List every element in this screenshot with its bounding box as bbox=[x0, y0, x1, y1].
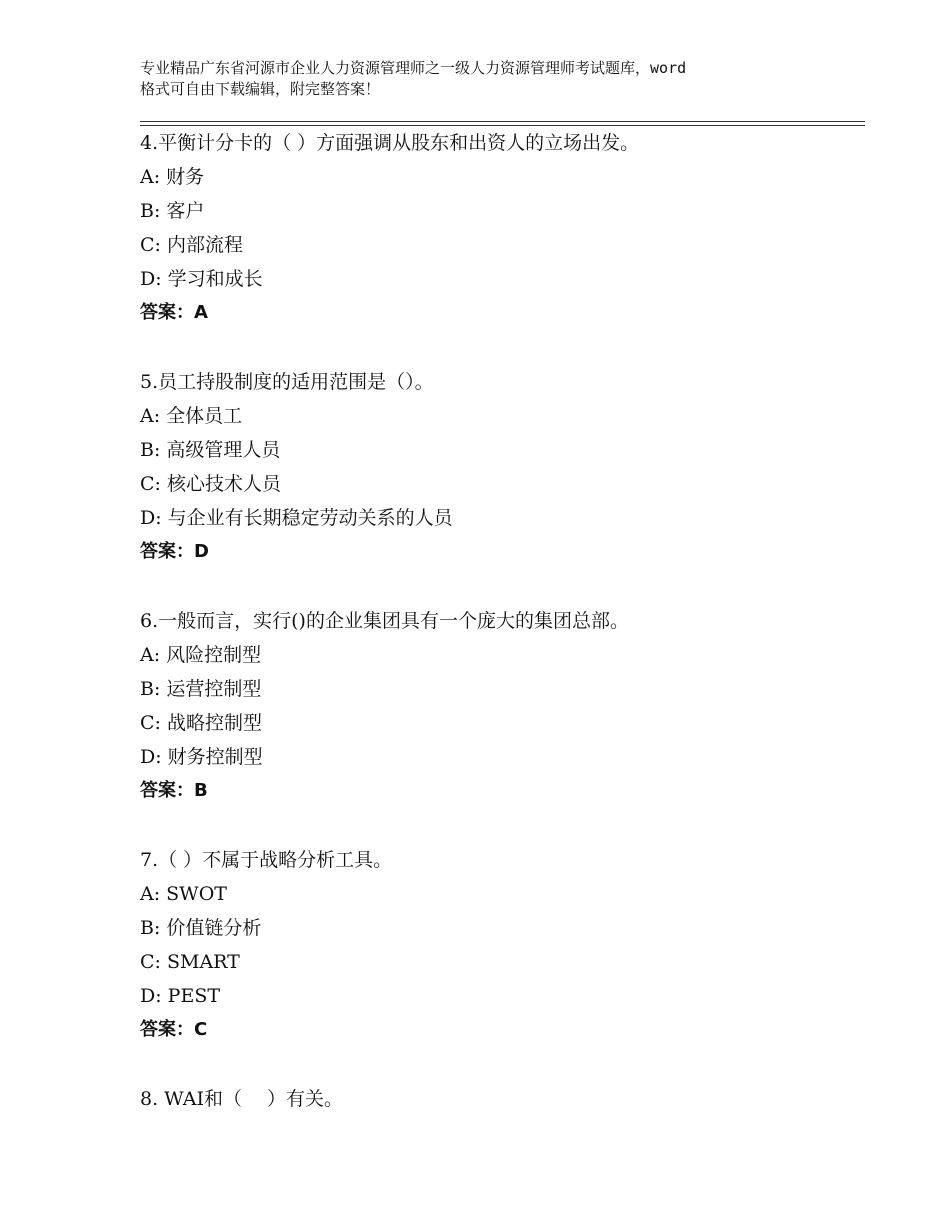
header-line-2: 格式可自由下载编辑，附完整答案！ bbox=[140, 80, 381, 98]
answer: 答案：C bbox=[140, 1019, 208, 1040]
question-stem: 5.员工持股制度的适用范围是（）。 bbox=[140, 371, 434, 393]
option-b: B: 运营控制型 bbox=[140, 678, 262, 700]
document-header bbox=[140, 58, 830, 100]
option-d: D: 财务控制型 bbox=[140, 746, 263, 768]
answer: 答案：A bbox=[140, 302, 208, 323]
option-a: A: 风险控制型 bbox=[140, 644, 262, 666]
option-c: C: 核心技术人员 bbox=[140, 473, 281, 495]
question-stem: 8. WAI和（ ）有关。 bbox=[140, 1088, 344, 1110]
answer: 答案：D bbox=[140, 541, 209, 562]
option-a: A: 财务 bbox=[140, 166, 205, 188]
question-4 bbox=[140, 126, 860, 330]
question-stem: 7.（ ）不属于战略分析工具。 bbox=[140, 849, 393, 871]
option-c: C: 战略控制型 bbox=[140, 712, 262, 734]
question-6 bbox=[140, 604, 860, 808]
option-c: C: 内部流程 bbox=[140, 234, 243, 256]
question-8 bbox=[140, 1082, 860, 1116]
option-b: B: 价值链分析 bbox=[140, 917, 262, 939]
answer: 答案：B bbox=[140, 780, 208, 801]
option-c: C: SMART bbox=[140, 951, 240, 973]
option-a: A: SWOT bbox=[140, 883, 227, 905]
question-7 bbox=[140, 843, 860, 1047]
option-d: D: 与企业有长期稳定劳动关系的人员 bbox=[140, 507, 453, 529]
header-line-1: 专业精品广东省河源市企业人力资源管理师之一级人力资源管理师考试题库，word bbox=[140, 59, 687, 77]
option-b: B: 客户 bbox=[140, 200, 205, 222]
option-b: B: 高级管理人员 bbox=[140, 439, 281, 461]
option-a: A: 全体员工 bbox=[140, 405, 243, 427]
question-stem: 6.一般而言，实行()的企业集团具有一个庞大的集团总部。 bbox=[140, 610, 629, 632]
question-stem: 4.平衡计分卡的（ ）方面强调从股东和出资人的立场出发。 bbox=[140, 132, 640, 154]
option-d: D: 学习和成长 bbox=[140, 268, 263, 290]
question-5 bbox=[140, 365, 860, 569]
option-d: D: PEST bbox=[140, 985, 221, 1007]
